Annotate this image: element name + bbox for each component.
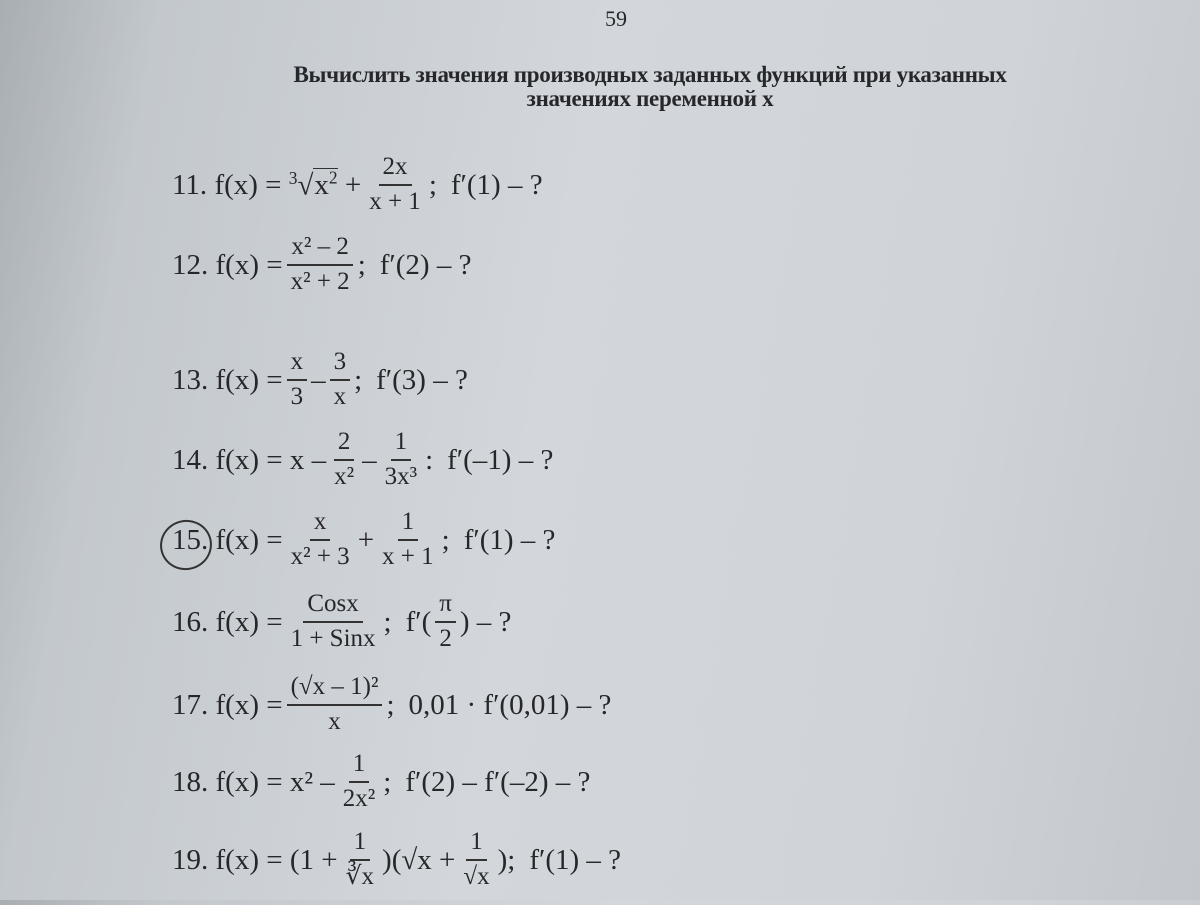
fraction: [287, 673, 383, 737]
denominator: x²: [334, 463, 355, 490]
derivative-query: f′(2) – f′(–2) – ?: [405, 765, 591, 798]
cube-root-term: [289, 168, 338, 203]
fraction: [339, 750, 380, 814]
numerator: 1: [350, 828, 371, 861]
problem-12: 12. f(x) = $\frac{\text{x² – 2}}{\text{x² + 2}}$ ; f′(2) – ?: [172, 233, 472, 295]
fraction: [287, 348, 308, 412]
fraction: [342, 828, 378, 892]
denominator: 2x²: [342, 785, 376, 812]
numerator: π: [435, 590, 456, 623]
problem-15: 15. f(x) = $\frac{x}{\text{x² + 3}}$ + $\frac{1}{x + 1}$ ; f′(1) – ?: [172, 508, 556, 570]
problem-number: 11.: [172, 168, 208, 201]
problem-number: 13.: [172, 363, 209, 396]
problem-number: 15.: [172, 523, 209, 556]
denominator: 1 + Sinx: [290, 625, 376, 652]
fraction: [435, 590, 456, 654]
section-title-line2: значениях переменной x: [526, 86, 774, 111]
function-end: );: [497, 843, 516, 876]
function-lhs: f(x) = x –: [215, 443, 327, 476]
exponent: 2: [328, 167, 338, 188]
fraction: [378, 508, 438, 572]
numerator: x: [310, 508, 331, 541]
numerator: 1: [391, 428, 412, 461]
denominator: ∛x: [345, 863, 375, 890]
denominator: x² + 2: [290, 268, 350, 295]
derivative-query: f′(1) – ?: [529, 843, 622, 876]
problem-18: 18. f(x) = x² – $\frac{1}{\text{2x²}}$ ; f′(2) – f′(–2) – ?: [172, 750, 591, 812]
denominator: x + 1: [382, 543, 434, 570]
operator: –: [311, 363, 326, 396]
numerator: 1: [398, 508, 419, 541]
denominator: 3x³: [384, 463, 418, 490]
derivative-query-end: ) – ?: [459, 605, 512, 638]
root-sign: √: [297, 169, 314, 202]
problem-number: 18.: [172, 765, 209, 798]
numerator: x: [287, 348, 308, 381]
problem-number: 14.: [172, 443, 209, 476]
numerator: Cosx: [303, 590, 362, 623]
denominator: 3: [290, 383, 304, 410]
denominator: x² + 3: [290, 543, 350, 570]
numerator: x² – 2: [287, 233, 353, 266]
problem-17: 17. f(x) = $\frac{\text{(√x – 1)²}}{x}$ ; 0,01 · f′(0,01) – ?: [172, 673, 612, 735]
section-title-line1: Вычислить значения производных заданных функций при указанных: [293, 62, 1007, 87]
derivative-query: f′(2) – ?: [379, 248, 472, 281]
fraction: [287, 233, 354, 297]
function-lhs: f(x) =: [214, 168, 282, 201]
function-lhs: f(x) =: [215, 363, 283, 396]
problem-number: 17.: [172, 688, 209, 721]
fraction: [287, 508, 354, 572]
function-lhs: f(x) =: [215, 688, 283, 721]
problem-number: 19.: [172, 843, 209, 876]
function-middle: )(√x +: [382, 843, 456, 876]
derivative-query: f′(3) – ?: [376, 363, 468, 396]
operator: –: [362, 443, 377, 476]
function-lhs: f(x) = x² –: [215, 765, 335, 798]
operator: +: [344, 168, 362, 201]
fraction: [381, 428, 422, 492]
numerator: 3: [330, 348, 351, 381]
page-number: 59: [605, 6, 627, 31]
fraction: [287, 590, 380, 654]
fraction: [330, 428, 358, 492]
denominator: x + 1: [369, 188, 421, 215]
problem-number: 16.: [172, 605, 209, 638]
numerator: 2x: [379, 153, 412, 186]
numerator: 1: [466, 828, 487, 861]
function-lhs: f(x) =: [215, 605, 283, 638]
derivative-query: f′(–1) – ?: [447, 443, 554, 476]
radicand: x: [314, 169, 329, 202]
fraction: [330, 348, 351, 412]
derivative-query: f′(: [405, 605, 432, 638]
problem-16: 16. f(x) = $\frac{\text{Cosx}}{\text{1 + Sinx}}$ ; f′( $\frac{\pi}{2}$ ) – ?: [172, 590, 512, 652]
problem-13: 13. f(x) = $\frac{x}{3}$ – $\frac{3}{x}$ ; f′(3) – ?: [172, 348, 468, 410]
numerator: 1: [349, 750, 370, 783]
function-lhs: f(x) =: [215, 523, 283, 556]
problem-14: 14. f(x) = x – $\frac{2}{\text{x²}}$ – $\frac{1}{\text{3x³}}$ : f′(–1) – ?: [172, 428, 554, 490]
derivative-query: 0,01 · f′(0,01) – ?: [408, 688, 612, 721]
root-index: 3: [288, 167, 298, 188]
fraction: [365, 153, 425, 217]
problem-number: 12.: [172, 248, 209, 281]
problem-19: [172, 815, 621, 905]
denominator: 2: [439, 625, 452, 652]
fraction: [459, 828, 493, 892]
function-lhs: f(x) =: [215, 248, 283, 281]
derivative-query: f′(1) – ?: [463, 523, 556, 556]
denominator: x: [333, 383, 347, 410]
numerator: (√x – 1)²: [287, 673, 383, 706]
denominator: x: [328, 708, 341, 735]
numerator: 2: [334, 428, 355, 461]
problem-11: 11. f(x) = $^3√x^2$ + $\frac{2x}{x + 1}$ ; f′(1) – ?: [172, 153, 543, 215]
function-lhs: f(x) = (1 +: [215, 843, 338, 876]
operator: +: [357, 523, 375, 556]
derivative-query: f′(1) – ?: [450, 168, 543, 201]
denominator: √x: [463, 863, 490, 890]
